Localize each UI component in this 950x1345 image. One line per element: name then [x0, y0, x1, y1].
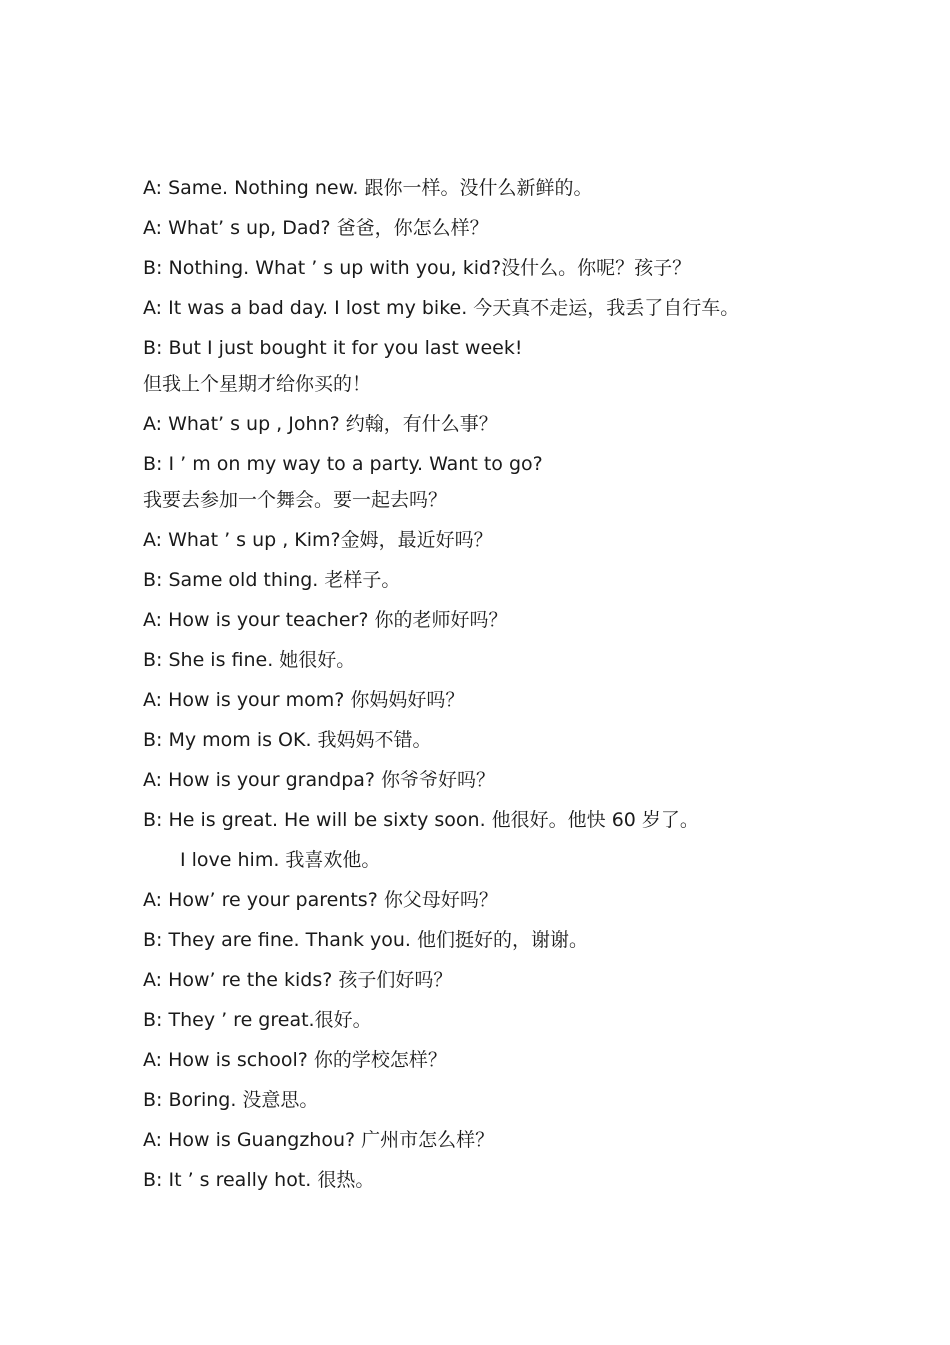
dialogue-line: 我要去参加一个舞会。要一起去吗？ [143, 489, 448, 511]
dialogue-line: B: She is fine. 她很好。 [143, 649, 356, 671]
dialogue-line: B: He is great. He will be sixty soon. 他很好。他快 60 岁了。 [143, 809, 699, 831]
dialogue-line: A: What’ s up , John? 约翰，有什么事？ [143, 413, 498, 435]
dialogue-line: 但我上个星期才给你买的！ [143, 373, 372, 395]
dialogue-line: I love him. 我喜欢他。 [180, 849, 381, 871]
dialogue-line: B: I ’ m on my way to a party. Want to go? [143, 453, 543, 475]
dialogue-line: B: Same old thing. 老样子。 [143, 569, 401, 591]
dialogue-line: A: What ’ s up , Kim?金姆，最近好吗？ [143, 529, 493, 551]
dialogue-line: A: How’ re the kids? 孩子们好吗？ [143, 969, 453, 991]
dialogue-line: B: It ’ s really hot. 很热。 [143, 1169, 375, 1191]
dialogue-line: A: What’ s up, Dad? 爸爸，你怎么样？ [143, 217, 489, 239]
dialogue-line: A: How is school? 你的学校怎样？ [143, 1049, 447, 1071]
dialogue-line: B: My mom is OK. 我妈妈不错。 [143, 729, 432, 751]
dialogue-line: A: How is your teacher? 你的老师好吗？ [143, 609, 508, 631]
dialogue-line: A: How is your grandpa? 你爷爷好吗？ [143, 769, 496, 791]
dialogue-line: A: Same. Nothing new. 跟你一样。没什么新鲜的。 [143, 177, 593, 199]
dialogue-line: A: How’ re your parents? 你父母好吗？ [143, 889, 498, 911]
dialogue-line: A: How is Guangzhou? 广州市怎么样？ [143, 1129, 495, 1151]
dialogue-line: B: They ’ re great.很好。 [143, 1009, 372, 1031]
dialogue-line: A: How is your mom? 你妈妈好吗？ [143, 689, 465, 711]
dialogue-line: B: Nothing. What ’ s up with you, kid?没什么。你呢？孩子？ [143, 257, 692, 279]
dialogue-line: B: But I just bought it for you last week! [143, 337, 523, 359]
dialogue-line: B: Boring. 没意思。 [143, 1089, 319, 1111]
dialogue-line: A: It was a bad day. I lost my bike. 今天真不走运，我丢了自行车。 [143, 297, 740, 319]
dialogue-line: B: They are fine. Thank you. 他们挺好的，谢谢。 [143, 929, 589, 951]
dialogue-text [143, 176, 843, 1208]
